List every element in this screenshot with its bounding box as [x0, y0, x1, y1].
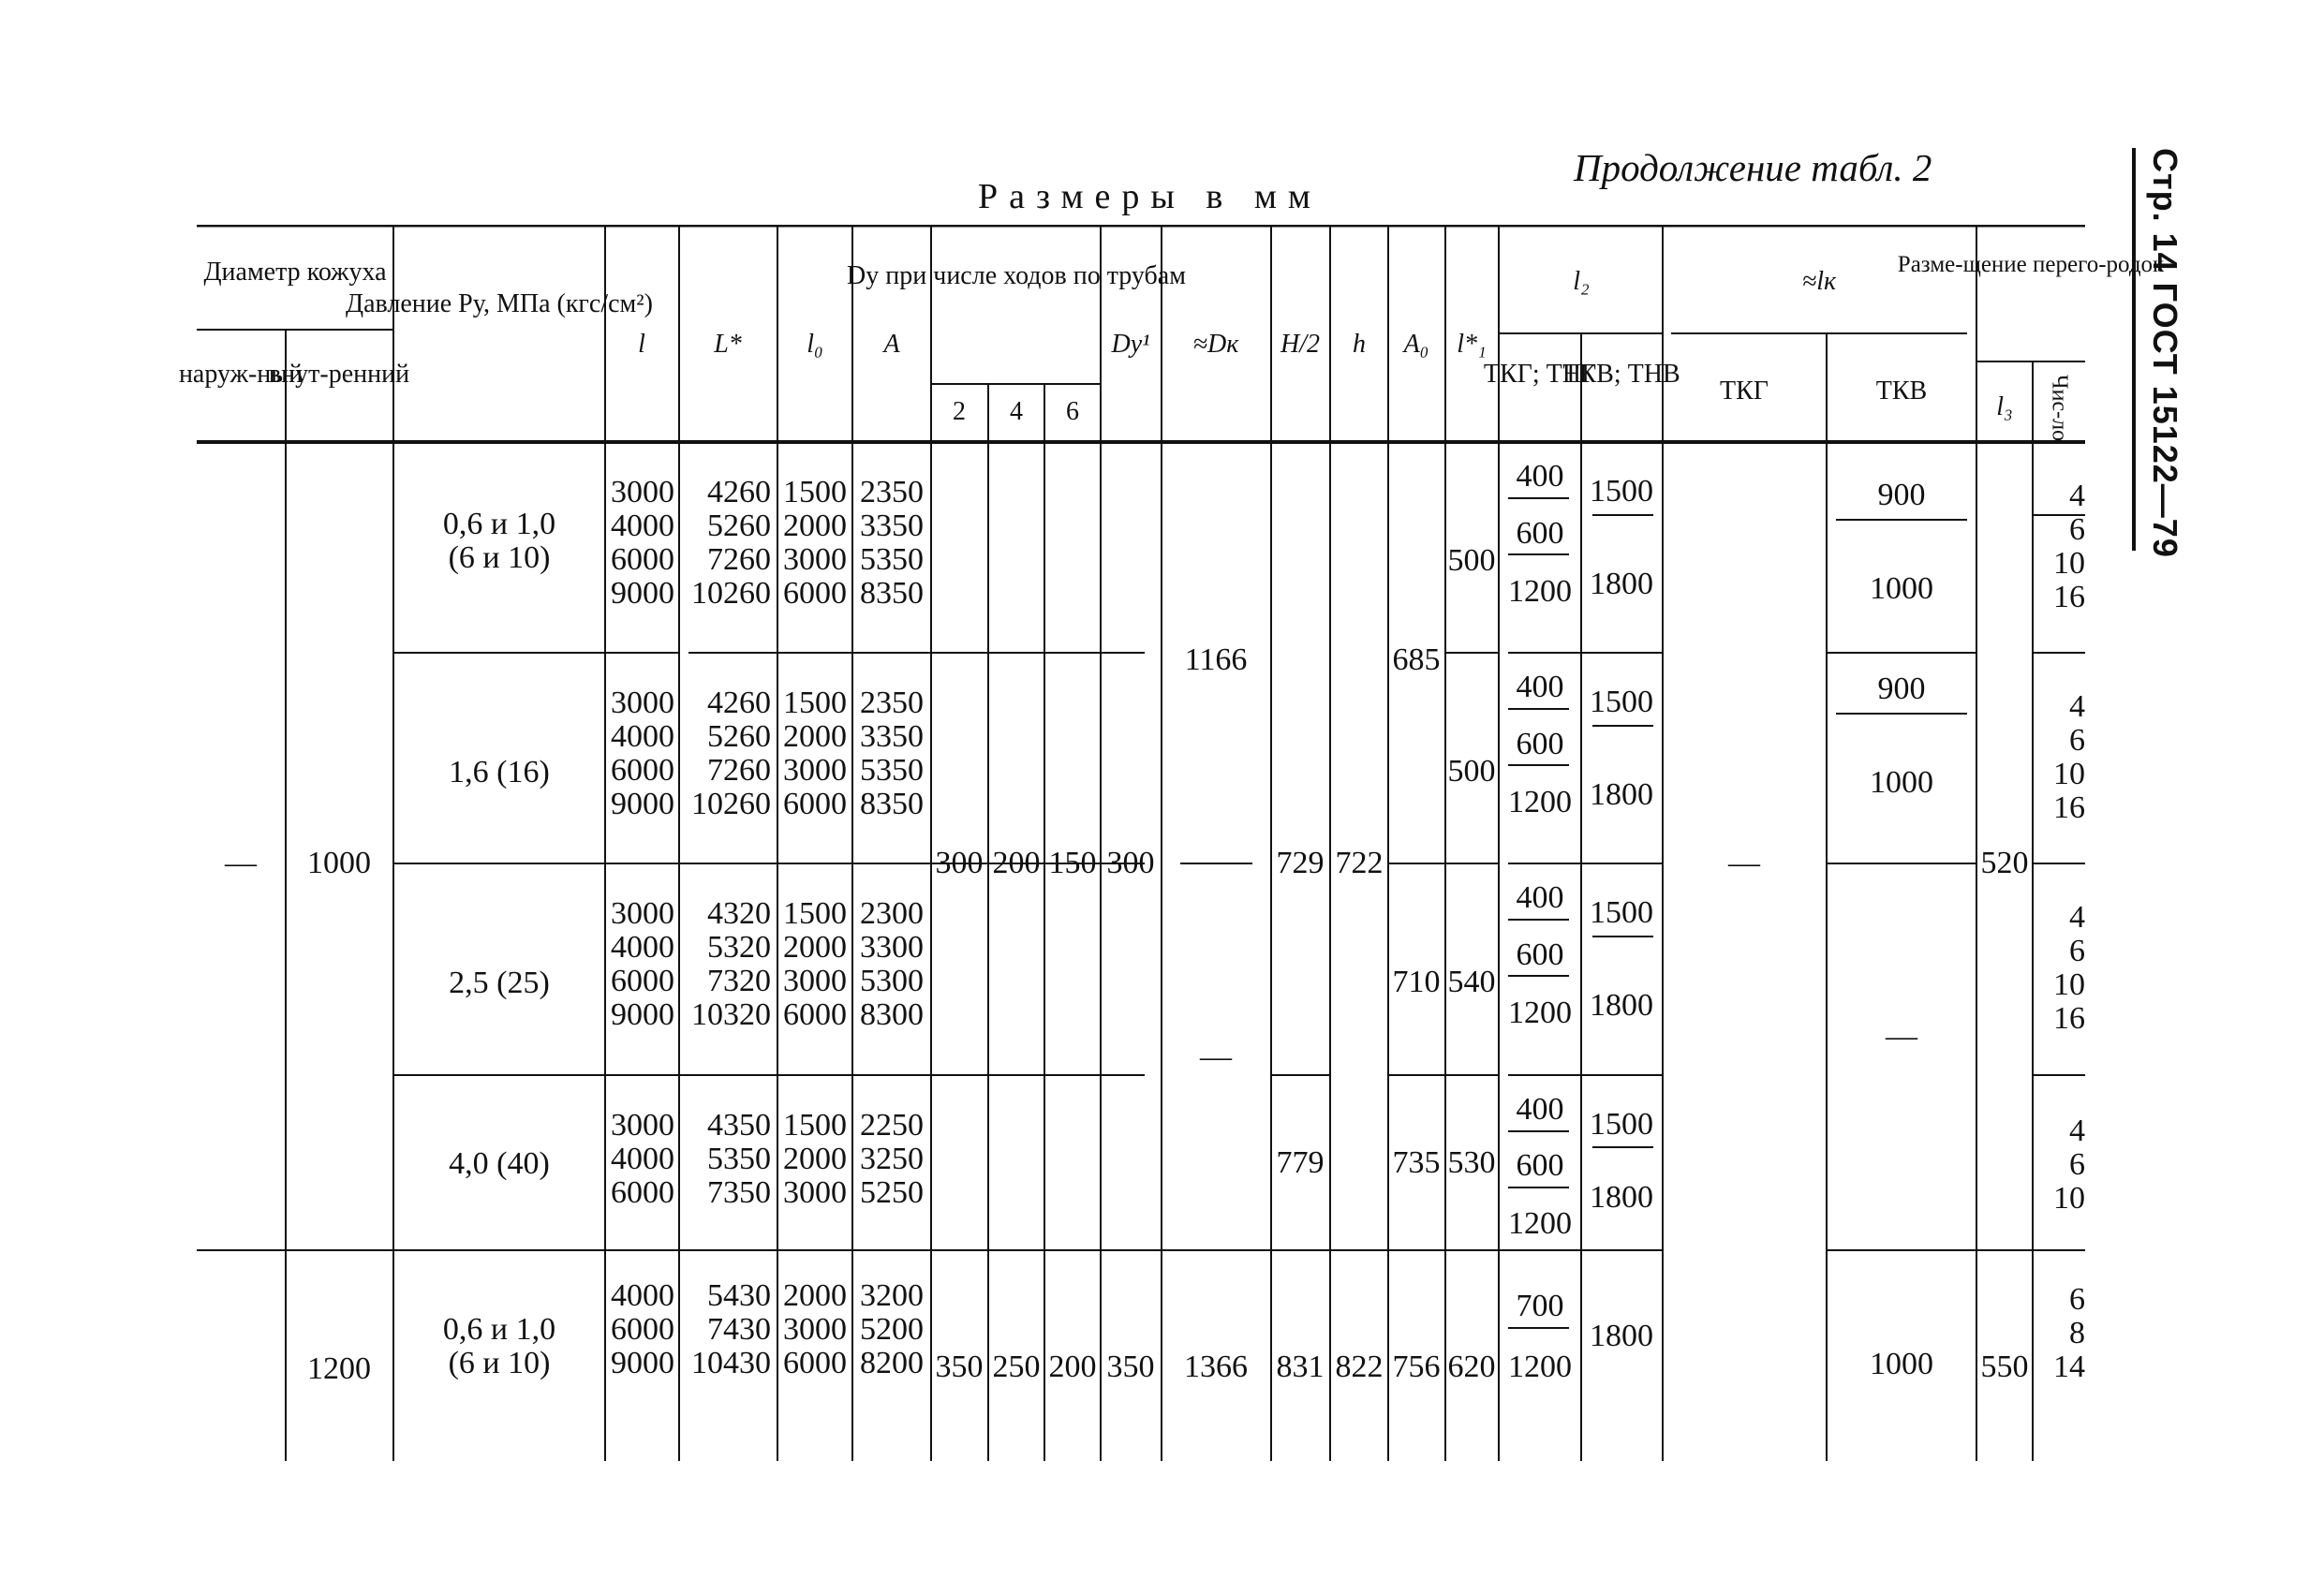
L-values: 4350 5350 7350: [707, 1108, 771, 1210]
dk-shared-value: 1166: [1184, 642, 1248, 677]
l2-tkv-value: 1800: [1590, 777, 1653, 812]
page-side-label: [2132, 148, 2188, 558]
dy6-value: 200: [1048, 1350, 1097, 1384]
lk-tkv-value: 1000: [1870, 765, 1933, 800]
header-outer: наруж-ный: [178, 360, 303, 389]
l1-value: 530: [1447, 1145, 1496, 1180]
L-values: 4260 5260 7260 10260: [691, 475, 771, 611]
L-values: 5430 7430 10430: [691, 1278, 771, 1380]
lk-tkv-value: 900: [1877, 478, 1926, 512]
lk-tkg-dash: —: [1728, 846, 1760, 880]
header-lk-tkv: ТКВ: [1875, 376, 1928, 406]
dy4-shared-value: 200: [992, 846, 1041, 880]
A-values: 2300 3300 5300 8300: [860, 896, 924, 1032]
l-values: 3000 4000 6000 9000: [611, 896, 674, 1032]
l-values: 3000 4000 6000: [611, 1108, 674, 1210]
header-tkv-tnv: ТКВ; ТНВ: [1562, 360, 1680, 389]
dimensions-table: [178, 225, 2165, 1461]
pressure-cell: 1,6 (16): [449, 755, 550, 789]
l0-values: 1500 2000 3000 6000: [783, 686, 847, 821]
dk-value: 1366: [1184, 1350, 1248, 1384]
header-l3: l₃: [1996, 392, 2013, 421]
l2-tkv-value: 1800: [1590, 1180, 1653, 1215]
header-h2: H/2: [1280, 330, 1320, 359]
header-dy1: Dу¹: [1111, 330, 1150, 359]
header-l0: l₀: [807, 330, 823, 359]
header-tkg-tng: ТКГ; ТНГ: [1483, 360, 1597, 389]
lk-tkv-value: 1000: [1870, 1347, 1933, 1381]
lk-tkv-value: 900: [1877, 671, 1926, 706]
h2-value: 779: [1276, 1145, 1325, 1180]
lk-tkv-dash: —: [1886, 1019, 1917, 1054]
pressure-cell: 4,0 (40): [449, 1146, 550, 1181]
l1-value: 620: [1447, 1350, 1496, 1384]
inner-diameter-1000: 1000: [307, 846, 371, 880]
header-A: A: [883, 330, 900, 359]
l2-tkg-value: 400: [1516, 1092, 1564, 1127]
count-values: 4 6 10 16: [2053, 900, 2085, 1036]
l2-tkg-value: 400: [1516, 459, 1564, 494]
A-values: 3200 5200 8200: [860, 1278, 924, 1380]
l2-tkg-value: 1200: [1508, 996, 1572, 1030]
header-h: h: [1353, 330, 1366, 359]
pressure-cell: 0,6 и 1,0 (6 и 10): [442, 507, 556, 575]
l1-value: 500: [1447, 543, 1496, 578]
l0-values: 1500 2000 3000 6000: [783, 475, 847, 611]
header-inner: внут-ренний: [268, 360, 410, 389]
l-values: 3000 4000 6000 9000: [611, 475, 674, 611]
l2-tkv-value: 1500: [1590, 474, 1653, 509]
table-units-title: Размеры в мм: [978, 177, 1322, 216]
l2-tkg-value: 600: [1516, 1148, 1564, 1183]
h-shared-value: 722: [1335, 846, 1384, 880]
header-dy-4: 4: [1010, 397, 1023, 426]
l2-tkg-value: 600: [1516, 937, 1564, 972]
a0-shared-value: 685: [1392, 642, 1441, 677]
header-baffle-group: Разме-щение перего-родок: [1897, 252, 2165, 277]
l1-value: 540: [1447, 965, 1496, 999]
l2-tkg-value: 600: [1516, 516, 1564, 551]
l2-tkg-value: 700: [1516, 1289, 1564, 1323]
inner-diameter-1200: 1200: [307, 1351, 371, 1386]
l-values: 4000 6000 9000: [611, 1278, 674, 1380]
dy1-shared-value: 300: [1106, 846, 1155, 880]
A-values: 2350 3350 5350 8350: [860, 475, 924, 611]
l1-value: 500: [1447, 754, 1496, 789]
header-lk-tkg: ТКГ: [1720, 376, 1769, 406]
l3-value: 550: [1980, 1350, 2029, 1384]
A-values: 2350 3350 5350 8350: [860, 686, 924, 821]
pressure-cell: 2,5 (25): [449, 966, 550, 1000]
pressure-cell: 0,6 и 1,0 (6 и 10): [442, 1312, 556, 1380]
h-value: 822: [1335, 1350, 1384, 1384]
outer-diameter-dash: —: [225, 846, 257, 880]
l2-tkv-value: 1500: [1590, 685, 1653, 719]
count-values: 4 6 10 16: [2053, 689, 2085, 825]
header-dy-2: 2: [953, 397, 966, 426]
count-values: 4 6 10: [2053, 1114, 2085, 1216]
a0-value: 710: [1392, 965, 1441, 999]
dy1-value: 350: [1106, 1350, 1155, 1384]
header-diameter: Диаметр кожуха: [203, 258, 387, 287]
l2-tkg-value: 1200: [1508, 1350, 1572, 1384]
A-values: 2250 3250 5250: [860, 1108, 924, 1210]
L-values: 4320 5320 7320 10320: [691, 896, 771, 1032]
l2-tkg-value: 1200: [1508, 1206, 1572, 1241]
header-dy-6: 6: [1066, 397, 1079, 426]
count-values: 6 8 14: [2053, 1282, 2085, 1384]
l2-tkg-value: 1200: [1508, 574, 1572, 609]
l2-tkg-value: 400: [1516, 880, 1564, 915]
l2-tkv-value: 1800: [1590, 567, 1653, 601]
dy6-shared-value: 150: [1048, 846, 1097, 880]
l2-tkv-value: 1500: [1590, 895, 1653, 930]
dy4-value: 250: [992, 1350, 1041, 1384]
side-rule: [2132, 148, 2136, 551]
a0-value: 735: [1392, 1145, 1441, 1180]
l0-values: 2000 3000 6000: [783, 1278, 847, 1380]
l0-values: 1500 2000 3000: [783, 1108, 847, 1210]
header-dy-group: Dу при числе ходов по трубам: [847, 261, 1186, 290]
table-grid: [197, 225, 2085, 1461]
header-l2-group: l₂: [1573, 267, 1590, 296]
lk-tkv-value: 1000: [1870, 571, 1933, 606]
dy2-value: 350: [935, 1350, 984, 1384]
L-values: 4260 5260 7260 10260: [691, 686, 771, 821]
count-values: 4 6 10 16: [2053, 479, 2085, 614]
header-l: l: [638, 330, 645, 359]
a0-value: 756: [1392, 1350, 1441, 1384]
header-count: Чис-ло: [2047, 375, 2072, 442]
dk-dash: —: [1200, 1040, 1232, 1074]
l0-values: 1500 2000 3000 6000: [783, 896, 847, 1032]
l2-tkv-value: 1500: [1590, 1107, 1653, 1142]
page-number-standard: Стр. 14 ГОСТ 15122—79: [2146, 148, 2184, 558]
header-a0: A₀: [1403, 330, 1429, 359]
dy2-shared-value: 300: [935, 846, 984, 880]
header-l1: l*₁: [1457, 330, 1487, 359]
h2-shared-value: 729: [1276, 846, 1325, 880]
header-dk: ≈Dк: [1192, 330, 1239, 359]
h2-value: 831: [1276, 1350, 1325, 1384]
l2-tkg-value: 600: [1516, 727, 1564, 761]
l2-tkg-value: 400: [1516, 670, 1564, 704]
l2-tkg-value: 1200: [1508, 785, 1572, 819]
header-lk-group: ≈lк: [1801, 267, 1837, 296]
l-values: 3000 4000 6000 9000: [611, 686, 674, 821]
header-L: L*: [714, 330, 742, 359]
header-pressure: Давление Pу, МПа (кгс/см²): [346, 289, 653, 318]
l2-tkv-value: 1800: [1590, 1319, 1653, 1353]
continuation-label: Продолжение табл. 2: [1574, 146, 1932, 189]
l3-shared-value: 520: [1980, 846, 2029, 880]
l2-tkv-value: 1800: [1590, 988, 1653, 1023]
